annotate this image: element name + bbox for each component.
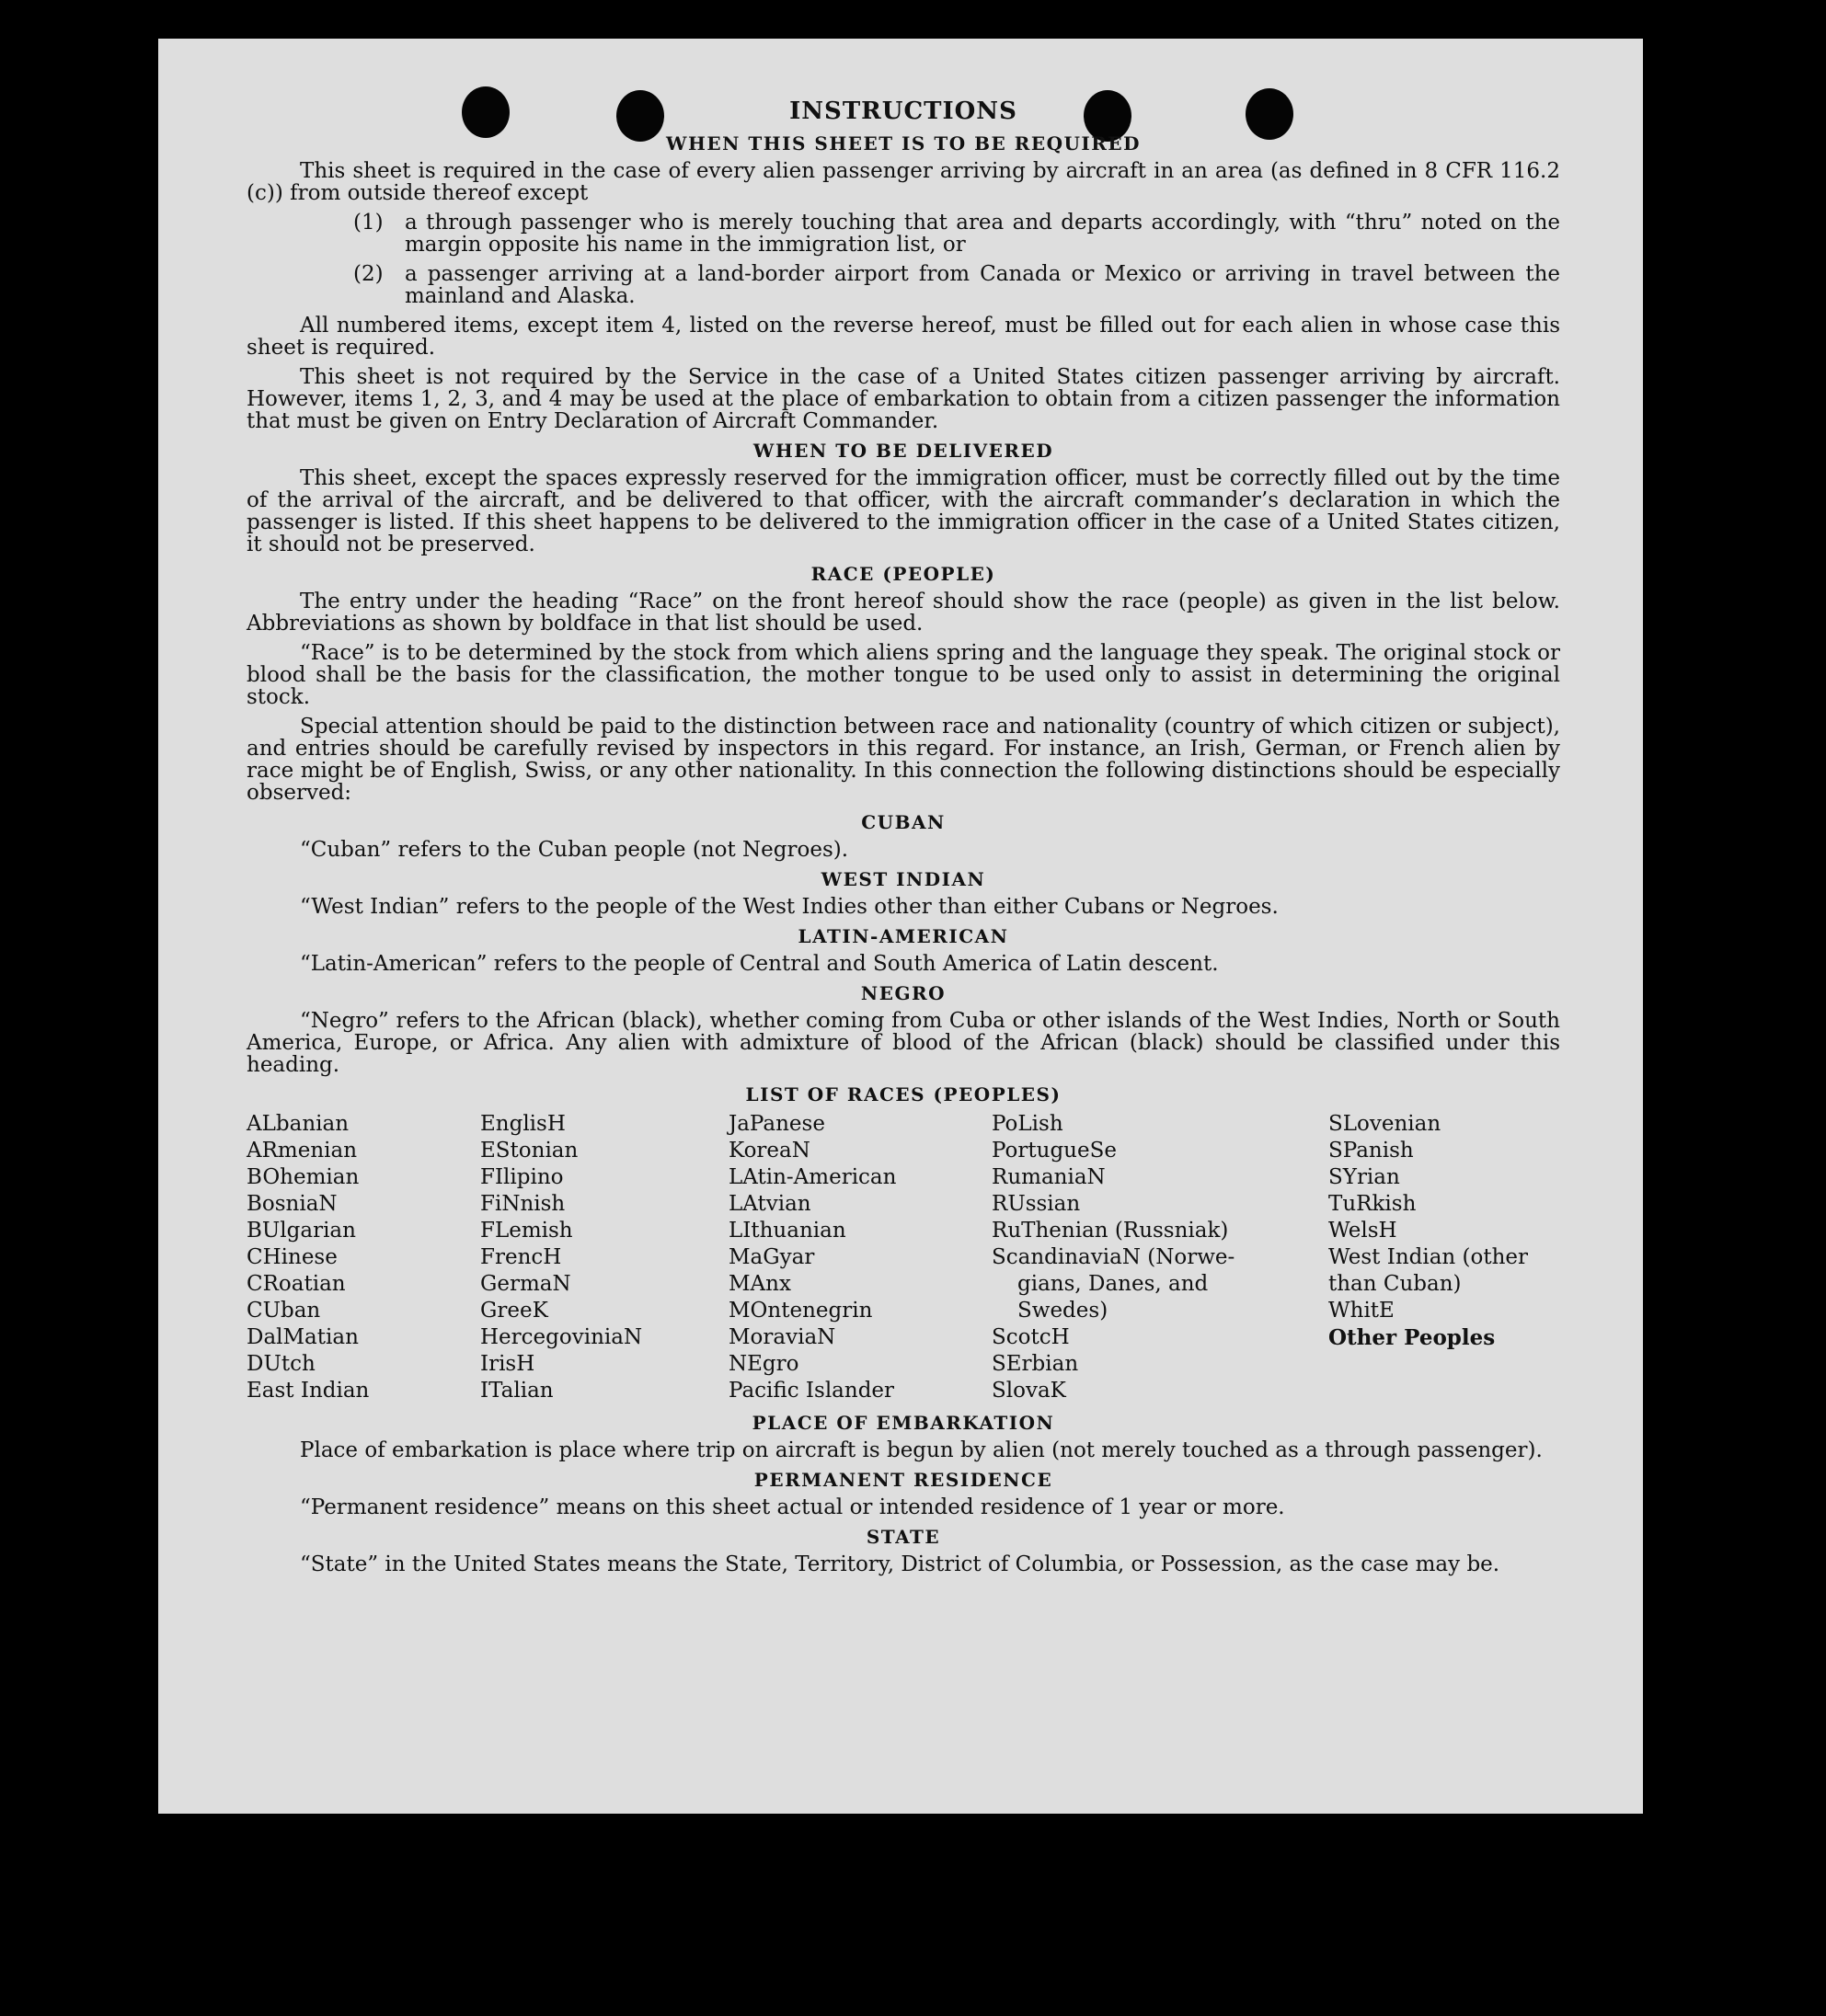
race-entry: MaGyar [729, 1245, 815, 1269]
paragraph: Place of embarkation is place where trip on aircraft is begun by alien (not merely touched as a through passenger). [300, 1438, 1543, 1462]
list-item [247, 212, 1560, 256]
race-entry: RuThenian (Russniak) [992, 1219, 1229, 1243]
race-entry: RUssian [992, 1192, 1081, 1216]
race-entry: ALbanian [247, 1112, 350, 1136]
race-entry: ITalian [480, 1379, 554, 1403]
section-heading: LIST OF RACES (PEOPLES) [745, 1083, 1062, 1105]
item-number: (1) [353, 211, 384, 235]
race-entry: WhitE [1328, 1299, 1395, 1323]
paragraph: The entry under the heading “Race” on the front hereof should show the race (people) as given in the list below. Abbreviations as shown by boldface in that list should be used. [247, 590, 1560, 636]
race-entry: HercegoviniaN [480, 1325, 643, 1349]
race-entry: Pacific Islander [729, 1379, 895, 1403]
race-entry: BOhemian [247, 1165, 360, 1189]
paragraph: Special attention should be paid to the distinction between race and nationality (country of which citizen or subject), and entries should be carefully revised by inspectors in this regard. For instance, an Irish, German, or French alien by race might be of English, Swiss, or any other nationality. In this connection the following distinctions should be especially observed: [247, 715, 1560, 805]
race-entry: Swedes) [1017, 1299, 1108, 1323]
races-column [729, 1111, 992, 1404]
race-entry: MOntenegrin [729, 1299, 873, 1323]
race-entry: DUtch [247, 1352, 316, 1376]
race-entry: MAnx [729, 1272, 791, 1296]
race-entry: SLovenian [1328, 1112, 1441, 1136]
race-entry: gians, Danes, and [1017, 1272, 1209, 1296]
races-column [480, 1111, 729, 1404]
races-column [247, 1111, 480, 1404]
list-item [247, 263, 1560, 307]
paragraph: “Cuban” refers to the Cuban people (not Negroes). [300, 838, 849, 862]
item-text: a passenger arriving at a land-border airport from Canada or Mexico or arriving in travel between the mainland and Alaska. [405, 262, 1560, 308]
race-entry: MoraviaN [729, 1325, 836, 1349]
paragraph: This sheet, except the spaces expressly reserved for the immigration officer, must be correctly filled out by the time of the arrival of the aircraft, and be delivered to that officer, with the aircraft commander’s declaration in which the passenger is listed. If this sheet happens to be delivered to the immigration officer in the case of a United States citizen, it should not be preserved. [247, 466, 1560, 556]
race-entry: SErbian [992, 1352, 1079, 1376]
race-entry: LAtin-American [729, 1165, 897, 1189]
race-entry: CUban [247, 1299, 321, 1323]
race-entry: FrencH [480, 1245, 562, 1269]
race-entry: TuRkish [1328, 1192, 1417, 1216]
race-entry: PortugueSe [992, 1139, 1117, 1163]
section-heading: STATE [866, 1526, 941, 1548]
section-heading: WHEN TO BE DELIVERED [752, 440, 1054, 462]
races-column [1328, 1111, 1560, 1404]
race-entry: ScotcH [992, 1325, 1070, 1349]
paragraph: This sheet is not required by the Service in the case of a United States citizen passenger arriving by aircraft. However, items 1, 2, 3, and 4 may be used at the place of embarkation to obtain from a citizen passenger the information that must be given on Entry Declaration of Aircraft Commander. [247, 365, 1560, 433]
section-heading: WEST INDIAN [821, 868, 986, 890]
race-entry: GermaN [480, 1272, 571, 1296]
race-entry: GreeK [480, 1299, 548, 1323]
race-entry: SPanish [1328, 1139, 1414, 1163]
document-sheet [158, 39, 1643, 1814]
race-entry: NEgro [729, 1352, 799, 1376]
race-entry: CRoatian [247, 1272, 346, 1296]
race-entry: East Indian [247, 1379, 370, 1403]
paragraph: “Race” is to be determined by the stock from which aliens spring and the language they speak. The original stock or blood shall be the basis for the classification, the mother tongue to be used only to assist in determining the original stock. [247, 641, 1560, 709]
race-entry: PoLish [992, 1112, 1063, 1136]
race-entry: BosniaN [247, 1192, 338, 1216]
race-entry: FiNnish [480, 1192, 566, 1216]
instructions-content [247, 97, 1560, 1583]
paragraph: All numbered items, except item 4, listed on the reverse hereof, must be filled out for each alien in whose case this sheet is required. [247, 314, 1560, 360]
race-entry: SYrian [1328, 1165, 1400, 1189]
race-entry: JaPanese [729, 1112, 825, 1136]
race-entry: SlovaK [992, 1379, 1066, 1403]
section-heading: PLACE OF EMBARKATION [752, 1412, 1055, 1434]
paragraph: This sheet is required in the case of every alien passenger arriving by aircraft in an area (as defined in 8 CFR 116.2 (c)) from outside thereof except [247, 159, 1560, 205]
race-entry: WelsH [1328, 1219, 1397, 1243]
section-heading: LATIN-AMERICAN [798, 925, 1009, 947]
race-entry: West Indian (other [1328, 1245, 1529, 1269]
race-entry: LIthuanian [729, 1219, 846, 1243]
section-heading: NEGRO [860, 982, 947, 1004]
paragraph: “State” in the United States means the State, Territory, District of Columbia, or Possession, as the case may be. [300, 1552, 1500, 1576]
race-entry: than Cuban) [1328, 1272, 1462, 1296]
race-entry: KoreaN [729, 1139, 810, 1163]
paragraph: “Permanent residence” means on this sheet actual or intended residence of 1 year or more. [300, 1495, 1285, 1519]
races-column [992, 1111, 1328, 1404]
races-list [247, 1111, 1560, 1404]
paragraph: “Latin-American” refers to the people of Central and South America of Latin descent. [300, 952, 1219, 976]
paragraph: “Negro” refers to the African (black), whether coming from Cuba or other islands of the West Indies, North or South America, Europe, or Africa. Any alien with admixture of blood of the African (black) should be classified under this heading. [247, 1009, 1560, 1077]
race-entry: ARmenian [247, 1139, 358, 1163]
race-entry: CHinese [247, 1245, 338, 1269]
section-heading: WHEN THIS SHEET IS TO BE REQUIRED [666, 132, 1141, 155]
section-heading: CUBAN [861, 811, 946, 833]
section-heading: RACE (PEOPLE) [810, 563, 996, 585]
race-entry: LAtvian [729, 1192, 811, 1216]
race-entry: DalMatian [247, 1325, 359, 1349]
race-entry: FIlipino [480, 1165, 564, 1189]
race-entry: EnglisH [480, 1112, 566, 1136]
page-title: INSTRUCTIONS [789, 97, 1017, 125]
race-entry: RumaniaN [992, 1165, 1106, 1189]
paragraph: “West Indian” refers to the people of the West Indies other than either Cubans or Negroes. [300, 895, 1279, 919]
race-entry: BUlgarian [247, 1219, 356, 1243]
race-entry: IrisH [480, 1352, 535, 1376]
race-entry: FLemish [480, 1219, 573, 1243]
race-entry: ScandinaviaN (Norwe- [992, 1245, 1235, 1269]
item-number: (2) [353, 262, 384, 286]
item-text: a through passenger who is merely touching that area and departs accordingly, with “thru” noted on the margin opposite his name in the immigration list, or [405, 211, 1560, 257]
race-entry: EStonian [480, 1139, 579, 1163]
race-entry: Other Peoples [1328, 1325, 1496, 1350]
section-heading: PERMANENT RESIDENCE [753, 1469, 1053, 1491]
